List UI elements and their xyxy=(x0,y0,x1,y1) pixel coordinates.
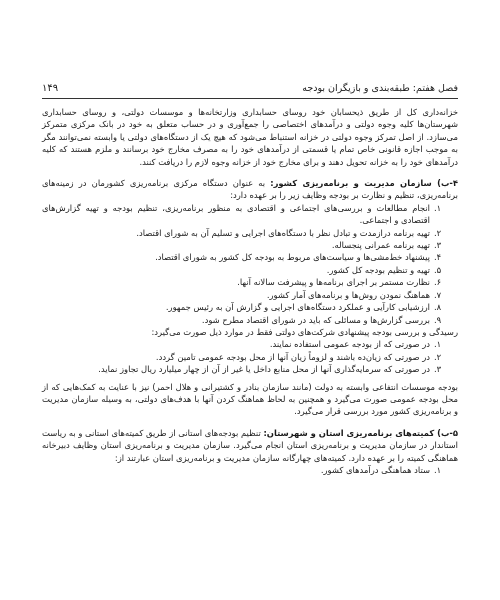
chapter-title: فصل هفتم: طبقه‌بندی و بازیگران بودجه xyxy=(302,83,458,94)
section-heading: ۴-ب) سازمان مدیریت و برنامه‌ریزی کشور: xyxy=(270,178,458,189)
list-item: ۶. نظارت مستمر بر اجرای برنامه‌ها و پیشرفت سالانه آنها. xyxy=(237,277,442,288)
list-item: ۱. در صورتی که از بودجه عمومی استفاده نمایند. xyxy=(269,339,442,350)
duties-list xyxy=(42,202,458,326)
list-item: ۹. بررسی گزارش‌ها و مسائلی که باید در شورای اقتصاد مطرح شود. xyxy=(201,314,442,325)
list-item: ۳. تهیه برنامه عمرانی پنجساله. xyxy=(331,240,442,251)
list-item: ۲. در صورتی که زیان‌ده باشند و لزوماً زیان آنها از محل بودجه عمومی تامین گردد. xyxy=(155,351,442,362)
list-item: ۵. تهیه و تنظیم بودجه کل کشور. xyxy=(326,264,442,275)
companies-intro: رسیدگی و بررسی بودجه پیشنهادی شرکت‌های دولتی فقط در موارد ذیل صورت می‌گیرد: xyxy=(151,326,458,337)
page-number: ۱۴۹ xyxy=(42,83,59,94)
section-intro: به عنوان دستگاه مرکزی برنامه‌ریزی کشورمان در زمینه‌های برنامه‌ریزی، تنظیم و نظارت بر بودجه وظایف زیر را بر عهده دارد: xyxy=(42,178,458,201)
list-item: ۴. پیشنهاد خط‌مشی‌ها و سیاست‌های مربوط به بودجه کل کشور به شورای اقتصاد. xyxy=(155,252,442,263)
list-item: ۱. ستاد هماهنگی درآمدهای کشور. xyxy=(320,464,442,475)
list-item: ۳. در صورتی که سرمایه‌گذاری آنها از محل منابع داخل یا غیر از آن از چهار میلیارد ریال تجاوز نماید. xyxy=(98,364,442,375)
list-item: ۲. تهیه برنامه درازمدت و تبادل نظر با دستگاه‌های اجرایی و تسلیم آن به شورای اقتصاد. xyxy=(136,227,442,238)
page-header xyxy=(42,78,458,94)
list-item: ۱. انجام مطالعات و بررسی‌های اجتماعی و اقتصادی به منظور برنامه‌ریزی، تنظیم بودجه و تهیه گزارش‌های اقتصادی و اجتماعی. xyxy=(42,202,442,226)
list-item: ۸. ارزشیابی کارآیی و عملکرد دستگاه‌های اجرایی و گزارش آن به رئیس جمهور. xyxy=(165,302,442,313)
committees-list xyxy=(42,464,458,476)
intro-paragraph: خزانه‌داری کل از طریق ذیحسابان خود روسای حسابداری وزارتخانه‌ها و موسسات دولتی، و روسای حسابداری شهرستان‌ها کلیه وجوه دولتی و درآمدهای اختصاصی را جمع‌آوری و در حساب متعلق به خود در بانک مرکزی متمرکز می‌سازد. از اصل تمرکز وجوه دولتی در خزانه استنباط می‌شود که هیچ یک از دستگاه‌های دولتی یا وابسته نمی‌توانند مگر به موجب اجازه قانونی خاص تمام یا قسمتی از درآمدهای خود را به مصرف مخارج خود برسانند و ملزم هستند که کلیه درآمدهای خود را به خزانه تحویل دهند و برای مخارج خود از خزانه وجوه لازم را دریافت کنند. xyxy=(42,107,458,167)
list-item: ۷. هماهنگ نمودن روش‌ها و برنامه‌های آمار کشور. xyxy=(266,289,442,300)
section-intro: تنظیم بودجه‌های استانی از طریق کمیته‌های استانی و به ریاست استاندار در سازمان مدیریت و برنامه‌ریزی استان انجام می‌گیرد. سازمان مدیریت و برنامه‌ریزی استان وظایف دبیرخانه هماهنگی کمیته را بر عهده دارد. کمیته‌های چهارگانه سازمان مدیریت و برنامه‌ریزی استان عبارتند از: xyxy=(42,427,458,463)
section-heading: ۵-ب) کمیته‌های برنامه‌ریزی استان و شهرستان: xyxy=(263,427,458,438)
closing-paragraph: بودجه موسسات انتفاعی وابسته به دولت (مانند سازمان بنادر و کشتیرانی و هلال احمر) نیز با عنایت به کمک‌هایی که از محل بودجه عمومی صورت می‌گیرد و همچنین به لحاظ هماهنگ کردن آنها با هدف‌های دولتی، به وسیله سازمان مدیریت و برنامه‌ریزی کشور مورد بررسی قرار می‌گیرد. xyxy=(42,381,458,417)
companies-list xyxy=(42,338,458,375)
section-provincial-committees xyxy=(42,427,458,464)
header-rule xyxy=(42,98,458,99)
section-management-organization xyxy=(42,177,458,202)
page-body xyxy=(42,106,458,476)
